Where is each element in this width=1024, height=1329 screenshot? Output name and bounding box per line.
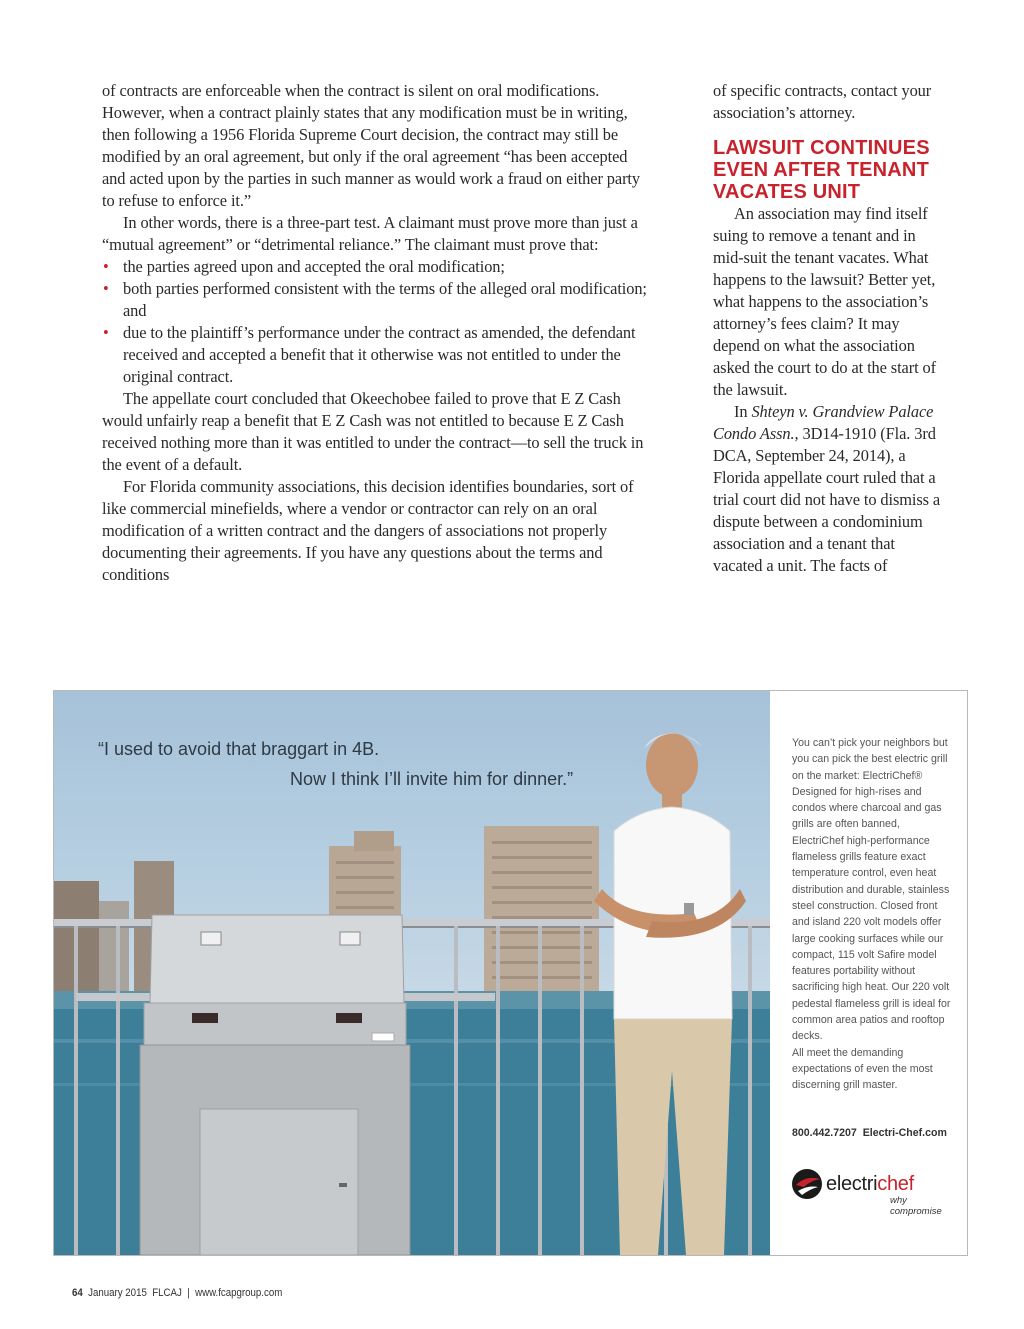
logo-wordmark-part: chef (877, 1173, 914, 1195)
list-item: • due to the plaintiff’s performance under the contract as amended, the defendant received and accepted a benefit that it otherwise was not entitled to under the original contract. (102, 322, 647, 388)
list-item: • both parties performed consistent with the terms of the alleged oral modification; and (102, 278, 647, 322)
ad-quote-line-2: Now I think I’ll invite him for dinner.” (290, 769, 574, 789)
list-item: • the parties agreed upon and accepted the oral modification; (102, 256, 647, 278)
text-run: , 3D14-1910 (Fla. 3rd DCA, September 24, 2014), a Florida appellate court ruled that a trial court did not have to dismiss a dispute between a condominium association and a tenant that vacated a unit. The facts of (713, 424, 941, 575)
ad-copy-paragraph: All meet the demanding expectations of even the most discerning grill master. (792, 1046, 933, 1092)
electrichef-advertisement[interactable] (53, 690, 968, 1256)
logo-tagline: why compromise (890, 1195, 942, 1217)
paragraph: The appellate court concluded that Okeechobee failed to prove that E Z Cash would unfairly reap a benefit that E Z Cash was not entitled to because E Z Cash received nothing more than it was entitled to under the contract—to sell the truck in the event of a default. (102, 389, 644, 474)
paragraph: of contracts are enforceable when the contract is silent on oral modifications. However, when a contract plainly states that any modification must be in writing, then following a 1956 Florida Supreme Court decision, the contract may still be modified by an oral agreement, but only if the oral agreement “has been accepted and acted upon by the parties in such manner as would work a fraud on either party to refuse to enforce it.” (102, 81, 640, 210)
page-number: 64 (72, 1287, 83, 1299)
paragraph (713, 401, 945, 577)
paragraph: In other words, there is a three-part test. A claimant must prove more than just a “mutual agreement” or “detrimental reliance.” The claimant must prove that: (102, 213, 638, 254)
section-heading: LAWSUIT CONTINUES EVEN AFTER TENANT VACATES UNIT (713, 137, 930, 203)
website-link[interactable]: Electri-Chef.com (862, 1127, 947, 1139)
paragraph: An association may find itself suing to remove a tenant and in mid-suit the tenant vacates. What happens to the lawsuit? Better yet, what happens to the association’s attorney’s fees claim? It may depend on what the association asked the court to do at the start of the lawsuit. (713, 204, 936, 399)
phone-number[interactable]: 800.442.7207 (792, 1127, 857, 1139)
article-left-column (102, 80, 647, 586)
ad-copy-paragraph: You can’t pick your neighbors but you can pick the best electric grill on the market: ElectriChef® Designed for high-rises and condos where charcoal and gas grills are often banned, ElectriChef high-performance flameless grills feature exact temperature control, even heat distribution and durable, stainless steel construction. Closed front and island 220 volt models offer large cooking surfaces while our compact, 115 volt Safire model features portability without sacrificing high heat. Our 220 volt pedestal flameless grill is ideal for common area patios and rooftop decks. (792, 737, 951, 1043)
article-right-column (713, 80, 945, 577)
ad-contact (792, 1127, 962, 1139)
footer-separator: | (187, 1287, 190, 1299)
publication-name: FLCAJ (152, 1287, 182, 1299)
flame-logo-icon (790, 1167, 824, 1201)
paragraph: of specific contracts, contact your association’s attorney. (713, 81, 932, 122)
ad-photo (54, 691, 770, 1255)
bullet-list (102, 256, 647, 388)
text-run: In (734, 402, 752, 421)
ad-body-copy (792, 735, 952, 1094)
case-name: Shteyn v. Grandview Palace Condo Assn. (713, 402, 934, 443)
paragraph: For Florida community associations, this decision identifies boundaries, sort of like commercial minefields, where a vendor or contractor can rely on an oral modification of a written contract and the dangers of associations not properly documenting their agreements. If you have any questions about the terms and conditions (102, 477, 634, 584)
issue-date: January 2015 (88, 1287, 147, 1299)
logo-wordmark-part: electri (826, 1173, 878, 1195)
electrichef-logo[interactable] (790, 1167, 960, 1217)
page-footer (72, 1287, 282, 1299)
ad-quote-line-1: “I used to avoid that braggart in 4B. (98, 739, 380, 759)
footer-url[interactable]: www.fcapgroup.com (195, 1287, 283, 1299)
logo-wordmark (826, 1173, 914, 1196)
